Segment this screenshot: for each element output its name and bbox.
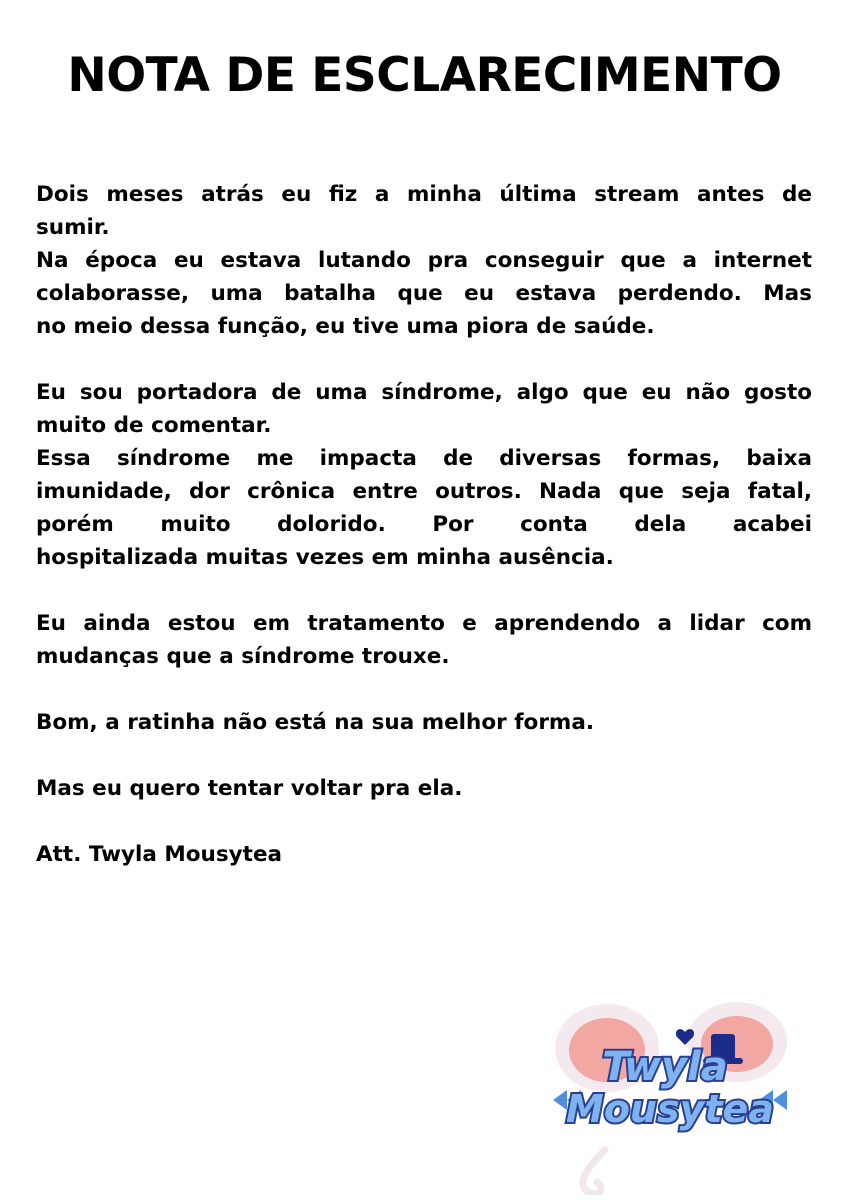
- paragraph-line: imunidade, dor crônica entre outros. Nada que seja fatal,: [36, 479, 812, 504]
- paragraph-line: Mas eu quero tentar voltar pra ela.: [36, 776, 463, 801]
- paragraph-line: muito de comentar.: [36, 413, 272, 438]
- paragraph-line: mudanças que a síndrome trouxe.: [36, 644, 450, 669]
- paragraph-1: [36, 178, 812, 343]
- paragraph-line: Eu ainda estou em tratamento e aprendendo a lidar com: [36, 611, 812, 636]
- paragraph-5: [36, 772, 812, 805]
- paragraph-3: [36, 607, 812, 673]
- paragraph-line: Na época eu estava lutando pra conseguir que a internet: [36, 248, 812, 273]
- logo-text-line-1: Twyla: [602, 1044, 728, 1090]
- twyla-mousytea-logo: [545, 1000, 795, 1195]
- paragraph-line: hospitalizada muitas vezes em minha ausência.: [36, 545, 614, 570]
- paragraph-line: Dois meses atrás eu fiz a minha última stream antes de: [36, 182, 812, 207]
- paragraph-line: sumir.: [36, 215, 110, 240]
- paragraph-4: [36, 706, 812, 739]
- signature: Att. Twyla Mousytea: [36, 842, 283, 867]
- paragraph-line: porém muito dolorido. Por conta dela acabei: [36, 512, 812, 537]
- paragraph-line: Essa síndrome me impacta de diversas formas, baixa: [36, 446, 812, 471]
- paragraph-line: Bom, a ratinha não está na sua melhor forma.: [36, 710, 595, 735]
- document-body: [36, 178, 812, 871]
- document-title: NOTA DE ESCLARECIMENTO: [67, 48, 782, 103]
- paragraph-line: no meio dessa função, eu tive uma piora de saúde.: [36, 314, 655, 339]
- paragraph-line: colaborasse, uma batalha que eu estava perdendo. Mas: [36, 281, 812, 306]
- mouse-tail-icon: [583, 1150, 605, 1194]
- logo-text-line-2: Mousytea: [566, 1087, 774, 1131]
- paragraph-2: [36, 376, 812, 574]
- paragraph-line: Eu sou portadora de uma síndrome, algo que eu não gosto: [36, 380, 812, 405]
